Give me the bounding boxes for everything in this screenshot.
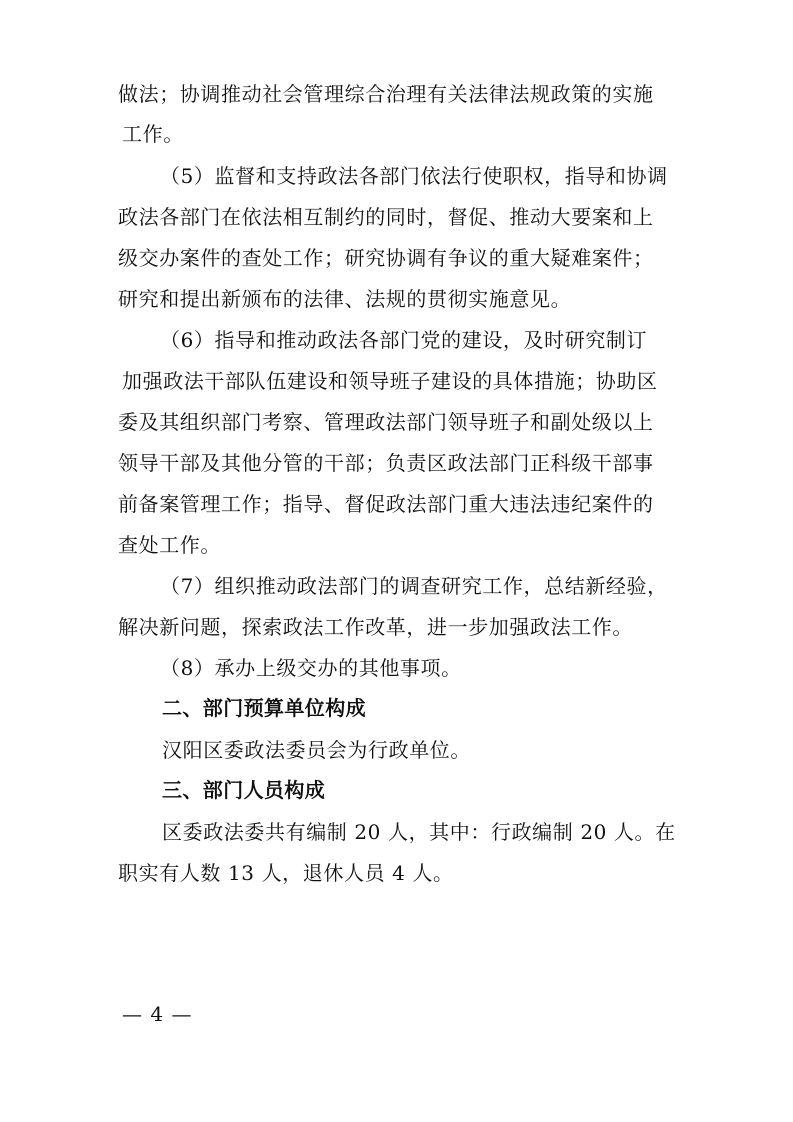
item-5-line-1: （5）监督和支持政法各部门依法行使职权，指导和协调 [160, 164, 668, 188]
item-6-line-2: 加强政法干部队伍建设和领导班子建设的具体措施；协助区 [122, 369, 658, 393]
item-7-line-2: 解决新问题，探索政法工作改革，进一步加强政法工作。 [118, 615, 633, 639]
item-6-line-4: 领导干部及其他分管的干部；负责区政法部门正科级干部事 [118, 451, 654, 475]
section-3-line-2: 职实有人数 13 人，退休人员 4 人。 [118, 861, 454, 885]
item-6-line-6: 查处工作。 [118, 533, 221, 557]
section-3-heading: 三、部门人员构成 [162, 778, 326, 802]
text-line-1: 做法；协调推动社会管理综合治理有关法律法规政策的实施 [118, 82, 654, 106]
item-6-line-3: 委及其组织部门考察、管理政法部门领导班子和副处级以上 [118, 410, 654, 434]
item-6-line-1: （6）指导和推动政法各部门党的建设，及时研究制订 [160, 328, 648, 352]
item-7-line-1: （7）组织推动政法部门的调查研究工作，总结新经验， [160, 574, 668, 598]
section-2-heading: 二、部门预算单位构成 [162, 696, 366, 720]
item-5-line-3: 级交办案件的查处工作；研究协调有争议的重大疑难案件； [118, 246, 654, 270]
text-line-2: 工作。 [122, 122, 184, 146]
item-6-line-5: 前备案管理工作；指导、督促政法部门重大违法违纪案件的 [118, 492, 654, 516]
section-2-text: 汉阳区委政法委员会为行政单位。 [162, 738, 471, 762]
item-5-line-4: 研究和提出新颁布的法律、法规的贯彻实施意见。 [118, 287, 572, 311]
item-8-line-1: （8）承办上级交办的其他事项。 [160, 656, 462, 680]
item-5-line-2: 政法各部门在依法相互制约的同时，督促、推动大要案和上 [118, 205, 654, 229]
page-number: — 4 — [122, 1002, 193, 1026]
section-3-line-1: 区委政法委共有编制 20 人，其中：行政编制 20 人。在 [162, 820, 676, 844]
